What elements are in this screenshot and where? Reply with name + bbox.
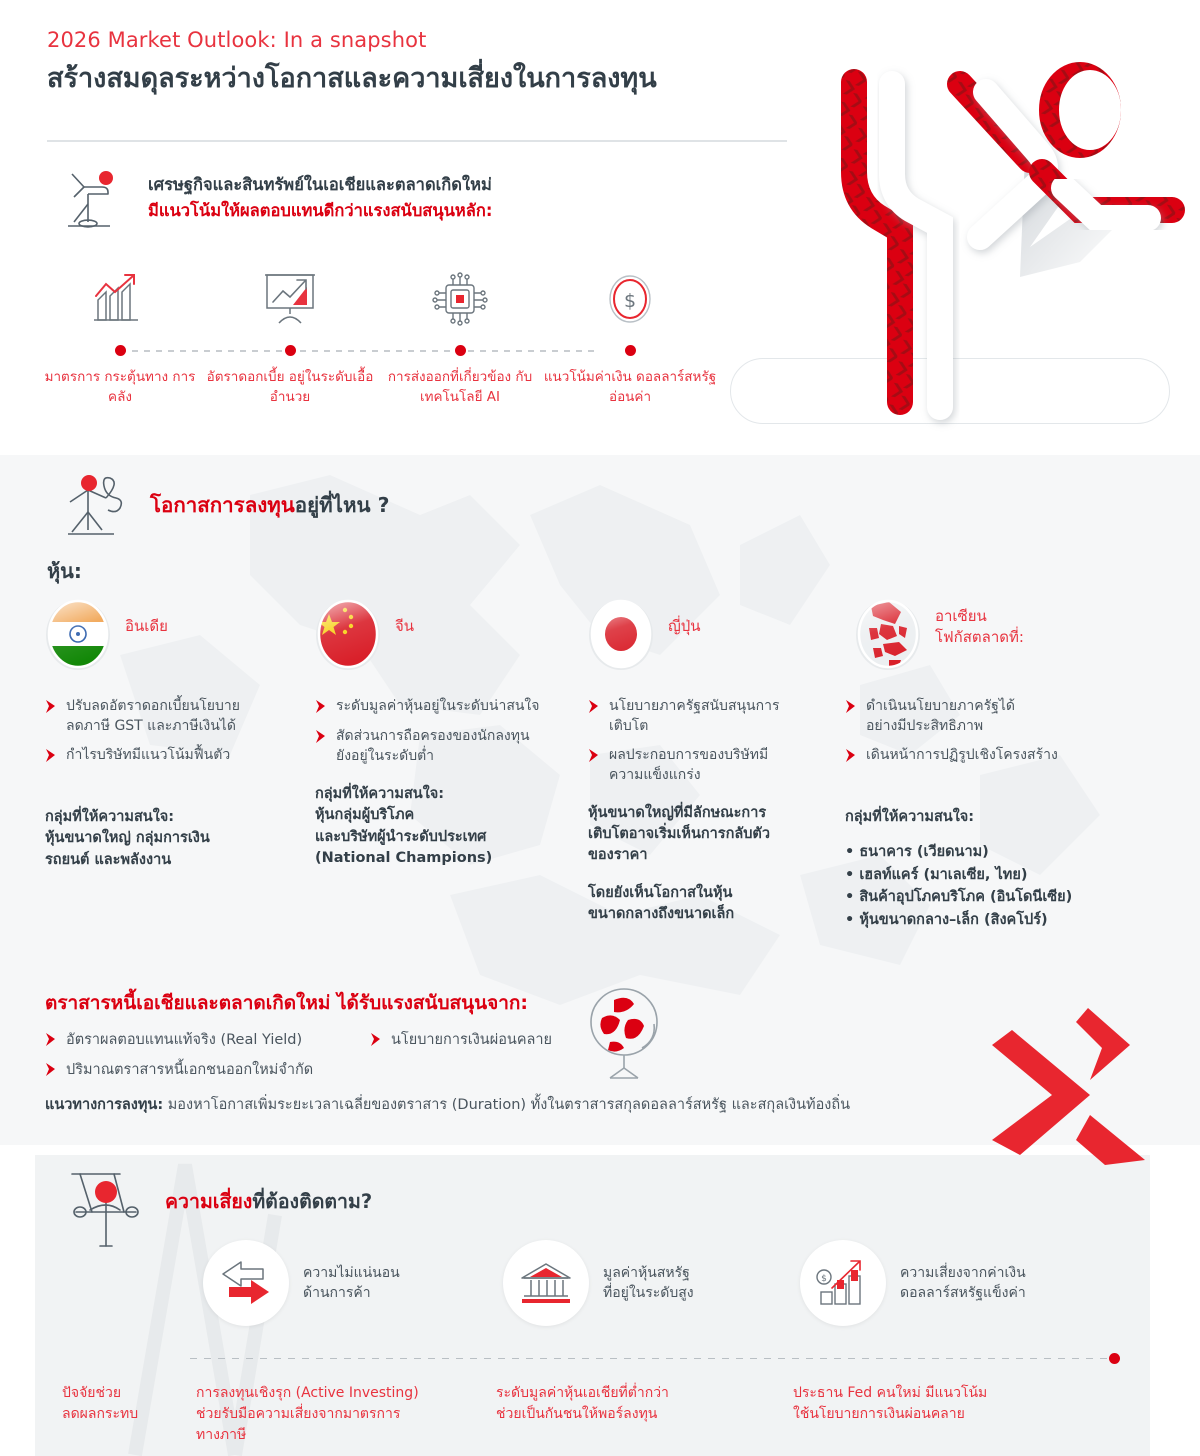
market-column-china	[315, 697, 585, 870]
risk-label-trade: ความไม่แน่นอน ด้านการค้า	[303, 1264, 400, 1301]
bullet-item	[588, 746, 838, 786]
market-flag-china	[315, 598, 414, 670]
ai-chip-icon	[380, 262, 540, 336]
section1-drivers	[40, 262, 717, 432]
bullet-item	[845, 697, 1145, 737]
bullet-text: สัดส่วนการถือครองของนักลงทุน ยังอยู่ในระดับต่ำ	[336, 728, 530, 764]
section1-headline-line1: เศรษฐกิจและสินทรัพย์ในเอเชียและตลาดเกิดใหม่	[148, 175, 492, 194]
risk-item-us-valuation	[503, 1240, 694, 1326]
focus-text-asean: กลุ่มที่ให้ความสนใจ:	[845, 808, 975, 825]
market-flag-india	[45, 598, 168, 670]
chevron-right-icon	[588, 746, 600, 786]
person-pointing-icon	[62, 472, 140, 548]
chevron-right-icon	[315, 727, 327, 767]
focus-text-japan: หุ้นขนาดใหญ่ที่มีลักษณะการ เติบโตอาจเริ่มเห็นการกลับตัว ของราคา	[588, 804, 770, 864]
bonds-bullet-text: อัตราผลตอบแทนแท้จริง (Real Yield)	[66, 1032, 303, 1048]
list-item: • ธนาคาร (เวียดนาม)	[845, 844, 989, 861]
market-flag-asean	[855, 598, 1024, 670]
presentation-chart-icon	[210, 262, 370, 336]
header-divider	[47, 140, 787, 142]
svg-text:$: $	[623, 290, 637, 312]
mitigation-item-asia-valuation: ระดับมูลค่าหุ้นเอเชียที่ต่ำกว่า ช่วยเป็นกันชนให้พอร์ลงทุน	[496, 1385, 669, 1422]
bullet-text: กำไรบริษัทมีแนวโน้มฟื้นตัว	[66, 746, 231, 763]
india-flag-icon	[45, 598, 111, 670]
chevron-right-icon	[45, 1030, 57, 1051]
market-flags-row	[0, 598, 1200, 676]
bonds-bullet-text: นโยบายการเงินผ่อนคลาย	[391, 1032, 553, 1048]
list-item: • เฮลท์แคร์ (มาเลเซีย, ไทย)	[845, 866, 1028, 883]
bonds-bullet-item	[370, 1030, 552, 1051]
asean-focus-list	[845, 841, 1145, 931]
bullet-item	[45, 697, 310, 737]
bonds-title: ตราสารหนี้เอเชียและตลาดเกิดใหม่ ได้รับแรงสนับสนุนจาก:	[45, 992, 528, 1014]
chevron-right-icon	[45, 697, 57, 737]
chevron-right-icon	[845, 746, 857, 767]
bullet-item	[45, 746, 310, 767]
mitigation-item-active-investing: การลงทุนเชิงรุก (Active Investing) ช่วยรับมือความเสี่ยงจากมาตรการ ทางภาษี	[196, 1385, 419, 1443]
header-kicker: 2026 Market Outlook: In a snapshot	[47, 28, 427, 52]
bullet-text: ผลประกอบการของบริษัทมี ความแข็งแกร่ง	[609, 746, 769, 783]
driver-label-fiscal: มาตรการ กระตุ้นทาง การคลัง	[44, 369, 196, 405]
bonds-note	[45, 1093, 850, 1116]
section1-headline-line2: มีแนวโน้มให้ผลตอบแทนดีกว่าแรงสนับสนุนหลัก:	[148, 200, 493, 220]
bonds-note-text: มองหาโอกาสเพิ่มระยะเวลาเฉลี่ยของตราสาร (Duration) ทั้งในตราสารสกุลดอลลาร์สหรัฐ และสกุลเงินท้องถิ่น	[163, 1097, 851, 1113]
dollar-coin-icon	[550, 262, 710, 336]
page-title: สร้างสมดุลระหว่างโอกาสและความเสี่ยงในการลงทุน	[47, 63, 657, 95]
section3-headline	[165, 1186, 372, 1217]
risk-label-us-valuation: มูลค่าหุ้นสหรัฐ ที่อยู่ในระดับสูง	[603, 1264, 694, 1301]
risk-item-trade	[203, 1240, 400, 1326]
driver-label-usd: แนวโน้มค่าเงิน ดอลลาร์สหรัฐอ่อนค่า	[543, 369, 717, 405]
chevron-right-icon	[588, 697, 600, 737]
china-flag-icon	[315, 598, 381, 670]
section3-headline-dark: ที่ต้องติดตาม?	[252, 1190, 373, 1213]
list-item: • สินค้าอุปโภคบริโภค (อินโดนีเซีย)	[845, 889, 1073, 906]
bonds-bullet-item	[45, 1030, 302, 1051]
chevron-decoration	[980, 1000, 1190, 1165]
driver-dot	[115, 345, 126, 356]
person-balancing-icon	[58, 160, 136, 242]
bonds-bullet-text: ปริมาณตราสารหนี้เอกชนออกใหม่จำกัด	[66, 1062, 314, 1078]
mitigation-label: ปัจจัยช่วย ลดผลกระทบ	[62, 1385, 139, 1422]
mitigation-divider-dot	[1109, 1353, 1120, 1364]
bonds-bullet-item	[45, 1060, 313, 1081]
driver-dot	[455, 345, 466, 356]
chevron-right-icon	[315, 697, 327, 718]
driver-item-ai-exports	[380, 262, 540, 405]
bullet-text: ปรับลดอัตราดอกเบี้ยนโยบาย ลดภาษี GST และภาษีเงินได้	[66, 698, 240, 734]
bullet-item	[315, 727, 585, 767]
driver-label-rates: อัตราดอกเบี้ย อยู่ในระดับเอื้ออำนวย	[206, 369, 374, 405]
section3-headline-red: ความเสี่ยง	[165, 1190, 253, 1213]
bank-building-icon	[503, 1240, 589, 1326]
focus-text-india: กลุ่มที่ให้ความสนใจ: หุ้นขนาดใหญ่ กลุ่มการเงิน รถยนต์ และพลังงาน	[45, 808, 210, 868]
driver-dot	[285, 345, 296, 356]
bonds-note-label: แนวทางการลงทุน:	[45, 1097, 164, 1113]
equities-label: หุ้น:	[47, 559, 82, 583]
dollar-bar-growth-icon	[800, 1240, 886, 1326]
bar-chart-growth-icon	[40, 262, 200, 336]
risk-item-usd-strength	[800, 1240, 1026, 1326]
section2-headline-dark: อยู่ที่ไหน ?	[294, 493, 390, 517]
section1-headline	[148, 172, 688, 223]
market-column-asean	[845, 697, 1145, 931]
bullet-text: ระดับมูลค่าหุ้นอยู่ในระดับน่าสนใจ	[336, 698, 540, 714]
mitigation-divider	[190, 1358, 1110, 1359]
bullet-item	[315, 697, 585, 718]
bullet-text: นโยบายภาครัฐสนับสนุนการ เติบโต	[609, 698, 780, 734]
market-column-japan	[588, 697, 838, 926]
market-name-asean: อาเซียน โฟกัสตลาดที่:	[935, 607, 1024, 646]
market-flag-japan	[588, 598, 701, 670]
market-name-japan: ญี่ปุ่น	[668, 617, 701, 635]
focus-extra-japan: โดยยังเห็นโอกาสในหุ้น ขนาดกลางถึงขนาดเล็ก	[588, 884, 735, 923]
driver-item-fiscal	[40, 262, 200, 405]
section2-headline-red: โอกาสการลงทุน	[150, 493, 295, 517]
mitigation-item-fed-chair: ประธาน Fed คนใหม่ มีแนวโน้ม ใช้นโยบายการเงินผ่อนคลาย	[793, 1385, 988, 1422]
list-item: • หุ้นขนาดกลาง–เล็ก (สิงคโปร์)	[845, 911, 1048, 928]
two-way-arrows-icon	[203, 1240, 289, 1326]
chevron-right-icon	[845, 697, 857, 737]
focus-text-china: กลุ่มที่ให้ความสนใจ: หุ้นกลุ่มผู้บริโภค และบริษัทผู้นำระดับประเทศ (National Champions)	[315, 785, 493, 867]
globe-stand-icon	[580, 984, 670, 1088]
bullet-item	[588, 697, 838, 737]
hexagon-yo-decoration	[780, 62, 1200, 462]
chevron-right-icon	[45, 1060, 57, 1081]
bullet-text: เดินหน้าการปฏิรูปเชิงโครงสร้าง	[866, 746, 1058, 763]
driver-item-usd	[543, 262, 717, 405]
market-column-india	[45, 697, 310, 871]
market-name-india: อินเดีย	[125, 617, 168, 635]
driver-dot	[625, 345, 636, 356]
asean-globe-icon	[855, 598, 921, 670]
section2-headline	[150, 492, 390, 519]
japan-flag-icon	[588, 598, 654, 670]
driver-label-ai-exports: การส่งออกที่เกี่ยวข้อง กับเทคโนโลยี AI	[387, 369, 533, 405]
chevron-right-icon	[45, 746, 57, 767]
svg-text:$: $	[821, 1274, 827, 1284]
driver-item-rates	[206, 262, 374, 405]
risk-label-usd-strength: ความเสี่ยงจากค่าเงิน ดอลลาร์สหรัฐแข็งค่า	[900, 1264, 1026, 1301]
chevron-right-icon	[370, 1030, 382, 1051]
page-header	[47, 28, 827, 96]
risk-items-row	[0, 1240, 1200, 1340]
market-name-china: จีน	[395, 617, 415, 635]
bullet-item	[845, 746, 1145, 767]
drivers-connector-line	[120, 350, 600, 352]
bullet-text: ดำเนินนโยบายภาครัฐได้ อย่างมีประสิทธิภาพ	[866, 698, 1015, 734]
